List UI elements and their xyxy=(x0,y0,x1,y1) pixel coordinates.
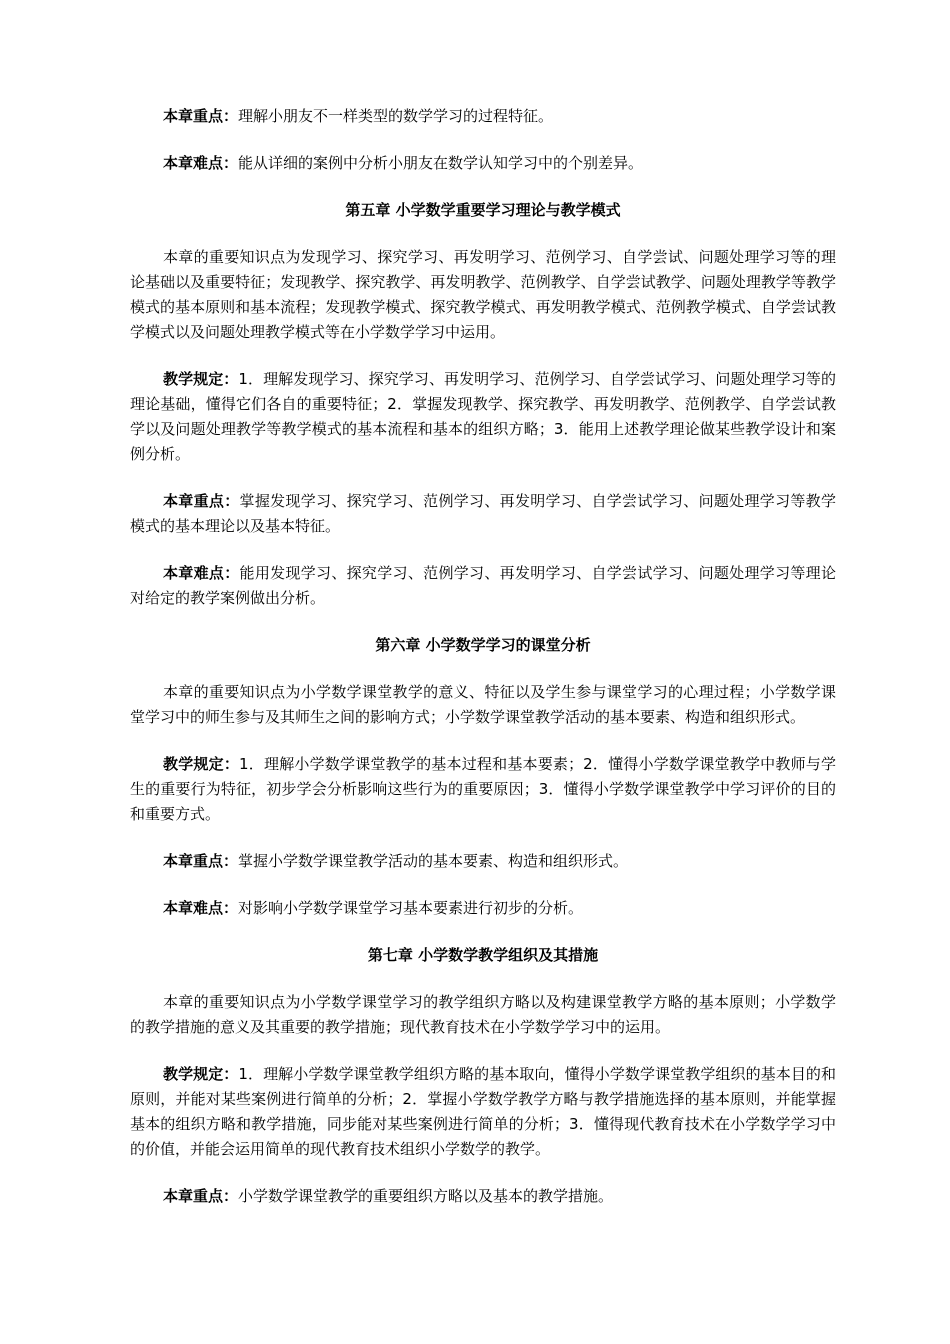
chapter-focus xyxy=(130,104,836,129)
chapter-requirements xyxy=(130,367,836,467)
chapter-focus xyxy=(130,849,836,874)
chapter-focus xyxy=(130,489,836,539)
requirements-text: 1．理解小学数学课堂教学组织方略的基本取向，懂得小学数学课堂教学组织的基本目的和原则，并能对某些案例进行简单的分析；2．掌握小学数学教学方略与教学措施选择的基本原则，并能掌握基本的组织方略和教学措施，同步能对某些案例进行简单的分析；3．懂得现代教育技术在小学数学学习中的价值，并能会运用简单的现代教育技术组织小学数学的教学。 xyxy=(130,1065,836,1158)
difficulty-label: 本章难点： xyxy=(163,564,240,582)
difficulty-label: 本章难点： xyxy=(163,899,239,917)
focus-label: 本章重点： xyxy=(163,492,240,510)
focus-label: 本章重点： xyxy=(163,852,239,870)
chapter-title: 第七章 小学数学教学组织及其措施 xyxy=(367,946,599,964)
chapter-requirements xyxy=(130,1062,836,1162)
requirements-label: 教学规定： xyxy=(163,755,240,773)
focus-text: 掌握发现学习、探究学习、范例学习、再发明学习、自学尝试学习、问题处理学习等教学模式的基本理论以及基本特征。 xyxy=(130,492,836,535)
focus-label: 本章重点： xyxy=(163,107,239,125)
chapter-requirements xyxy=(130,752,836,827)
chapter-intro: 本章的重要知识点为小学数学课堂学习的教学组织方略以及构建课堂教学方略的基本原则；小学数学的教学措施的意义及其重要的教学措施；现代教育技术在小学数学学习中的运用。 xyxy=(130,993,836,1036)
difficulty-text: 对影响小学数学课堂学习基本要素进行初步的分析。 xyxy=(238,899,584,917)
requirements-label: 教学规定： xyxy=(163,1065,239,1083)
difficulty-label: 本章难点： xyxy=(163,154,239,172)
focus-text: 理解小朋友不一样类型的数学学习的过程特征。 xyxy=(238,107,554,125)
chapter-intro: 本章的重要知识点为发现学习、探究学习、再发明学习、范例学习、自学尝试、问题处理学习等的理论基础以及重要特征；发现教学、探究教学、再发明教学、范例教学、自学尝试教学、问题处理教学等教学模式的基本原则和基本流程；发现教学模式、探究教学模式、再发明教学模式、范例教学模式、自学尝试教学模式以及问题处理教学模式等在小学数学学习中运用。 xyxy=(130,248,836,341)
focus-label: 本章重点： xyxy=(163,1187,239,1205)
chapter-title: 第五章 小学数学重要学习理论与教学模式 xyxy=(345,201,621,219)
chapter-title: 第六章 小学数学学习的课堂分析 xyxy=(375,636,591,654)
chapter-intro: 本章的重要知识点为小学数学课堂教学的意义、特征以及学生参与课堂学习的心理过程；小学数学课堂学习中的师生参与及其师生之间的影响方式；小学数学课堂教学活动的基本要素、构造和组织形式。 xyxy=(130,683,836,726)
chapter-difficulty xyxy=(130,561,836,611)
chapter-difficulty xyxy=(130,896,836,921)
requirements-text: 1．理解发现学习、探究学习、再发明学习、范例学习、自学尝试学习、问题处理学习等的理论基础，懂得它们各自的重要特征；2．掌握发现教学、探究教学、再发明教学、范例教学、自学尝试教学以及问题处理教学等教学模式的基本流程和基本的组织方略；3．能用上述教学理论做某些教学设计和案例分析。 xyxy=(130,370,836,463)
difficulty-text: 能用发现学习、探究学习、范例学习、再发明学习、自学尝试学习、问题处理学习等理论对给定的教学案例做出分析。 xyxy=(130,564,836,607)
document-page xyxy=(130,104,836,1231)
chapter-difficulty xyxy=(130,151,836,176)
chapter-focus xyxy=(130,1184,836,1209)
focus-text: 小学数学课堂教学的重要组织方略以及基本的教学措施。 xyxy=(238,1187,614,1205)
focus-text: 掌握小学数学课堂教学活动的基本要素、构造和组织形式。 xyxy=(238,852,629,870)
requirements-label: 教学规定： xyxy=(163,370,239,388)
requirements-text: 1．理解小学数学课堂教学的基本过程和基本要素；2．懂得小学数学课堂教学中教师与学生的重要行为特征，初步学会分析影响这些行为的重要原因；3．懂得小学数学课堂教学中学习评价的目的和重要方式。 xyxy=(130,755,836,823)
difficulty-text: 能从详细的案例中分析小朋友在数学认知学习中的个别差异。 xyxy=(238,154,644,172)
